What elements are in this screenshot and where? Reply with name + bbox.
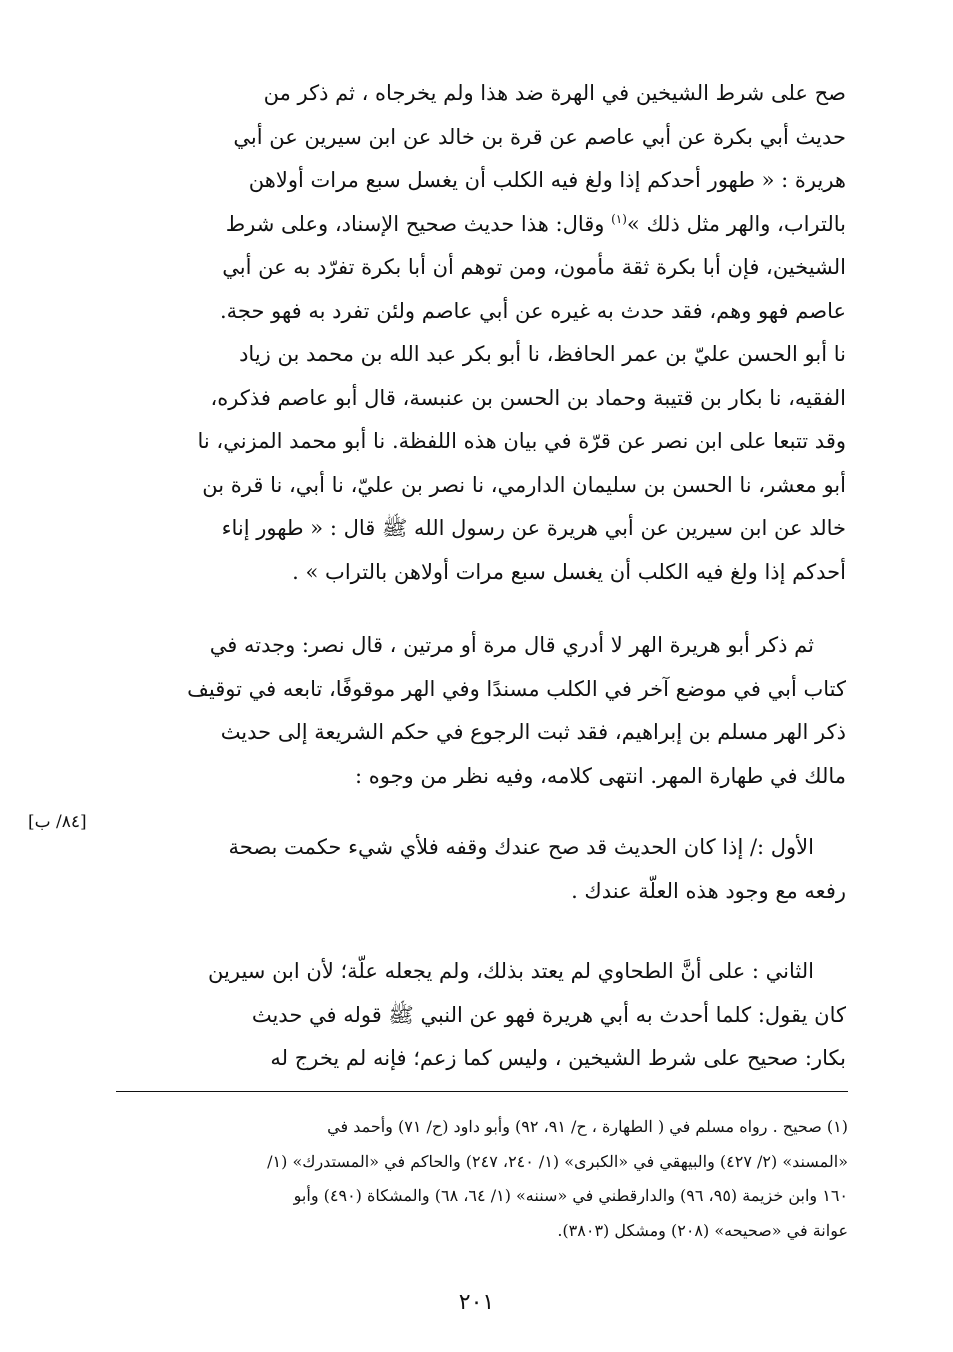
text-line: أبو معشر، نا الحسن بن سليمان الدارمي، نا نصر بن عليّ، نا أبي، نا قرة بن — [202, 472, 846, 497]
paragraph-4 — [116, 950, 846, 1081]
footnotes — [116, 1110, 848, 1248]
page-number: ٢٠١ — [458, 1290, 495, 1315]
text-segment: بالتراب، والهر مثل ذلك » — [626, 211, 846, 236]
text-segment: وقال: هذا حديث صحيح الإسناد، وعلى شرط — [225, 211, 612, 236]
paragraph-1 — [116, 72, 846, 594]
text-line: بكار: صحيح على شرط الشيخين ، وليس كما زعم؛ فإنه لم يخرج له — [270, 1046, 846, 1070]
text-line: رفعه مع وجود هذه العلّة عندك . — [571, 878, 846, 903]
text-line: الفقيه، نا بكار بن قتيبة وحماد بن الحسن بن عنبسة، قال أبو عاصم فذكره، — [210, 385, 846, 410]
text-line: الثاني : على أنَّ الطحاوي لم يعتد بذلك، ولم يجعله علّة؛ لأن ابن سيرين — [208, 959, 814, 983]
text-line: وقد تتبعا على ابن نصر عن قرّة في بيان هذه اللفظة. نا أبو محمد المزني، نا — [197, 429, 846, 453]
text-line: كان يقول: كلما أحدث به أبي هريرة فهو عن النبي ﷺ قوله في حديث — [251, 1002, 846, 1027]
text-line: خالد عن ابن سيرين عن أبي هريرة عن رسول الله ﷺ قال : « طهور إناء — [221, 516, 846, 540]
text-line: صح على شرط الشيخين في الهرة ضد هذا ولم يخرجاه ، ثم ذكر من — [263, 81, 846, 105]
footnote-separator — [116, 1091, 848, 1092]
text-line: ذكر الهر مسلم بن إبراهيم، فقد ثبت الرجوع في حكم الشريعة إلى حديث — [220, 720, 846, 744]
text-line: الشيخين، فإن أبا بكرة ثقة مأمون، ومن توهم أن أبا بكرة تفرّد به عن أبي — [222, 255, 846, 279]
footnote-line: ١٦٠ وابن خزيمة (٩٥، ٩٦) والدارقطني في «سننه» (١/ ٦٤، ٦٨) والمشكاة (٤٩٠) وأبو — [293, 1186, 848, 1205]
text-line: ثم ذكر أبو هريرة الهر لا أدري قال مرة أو مرتين ، قال نصر: وجدته في — [209, 633, 814, 657]
text-line: الأول :/ إذا كان الحديث قد صح عندك وقفه فلأي شيء حكمت بصحة — [228, 835, 814, 859]
text-line-with-footnote-ref — [116, 203, 846, 247]
footnote-line: «المسند» (٢/ ٤٢٧) والبيهقي في «الكبرى» (١/ ٢٤٠، ٢٤٧) والحاكم في «المستدرك» (١/ — [267, 1151, 848, 1171]
text-line: هريرة : « طهور أحدكم إذا ولغ فيه الكلب أن يغسل سبع مرات أولاهن — [248, 168, 846, 192]
paragraph-2 — [116, 624, 846, 798]
text-line: عاصم فهو وهم، فقد حدث به غيره عن أبي عاصم ولئن تفرد به فهو حجة. — [219, 298, 846, 323]
footnote-reference: (١) — [611, 211, 627, 226]
text-line: مالك في طهارة المهر. انتهى كلامه، وفيه نظر من وجوه : — [354, 763, 846, 788]
manuscript-folio-marker: [٨٤/ ب] — [28, 812, 87, 832]
text-line: كتاب أبي في موضع آخر في الكلب مسندًا وفي الهر موقوفًا، تابعه في توقيف — [187, 676, 846, 701]
footnote-line: (١) صحيح . رواه مسلم في ( الطهارة ، ح/ ٩١، ٩٢) وأبو داود (ح/ ٧١) وأحمد في — [327, 1117, 848, 1136]
text-line: أحدكم إذا ولغ فيه الكلب أن يغسل سبع مرات أولاهن بالتراب » . — [292, 559, 846, 584]
paragraph-3 — [116, 826, 846, 913]
text-line: حديث أبي بكرة عن أبي عاصم عن قرة بن خالد عن ابن سيرين عن أبي — [233, 124, 846, 149]
text-line: نا أبو الحسن عليّ بن عمر الحافظ، نا أبو بكر عبد الله بن محمد بن زياد — [239, 342, 846, 366]
footnote-line: عوانة في «صحيحه» (٢٠٨) ومشكل (٣٨٠٣). — [557, 1220, 848, 1240]
